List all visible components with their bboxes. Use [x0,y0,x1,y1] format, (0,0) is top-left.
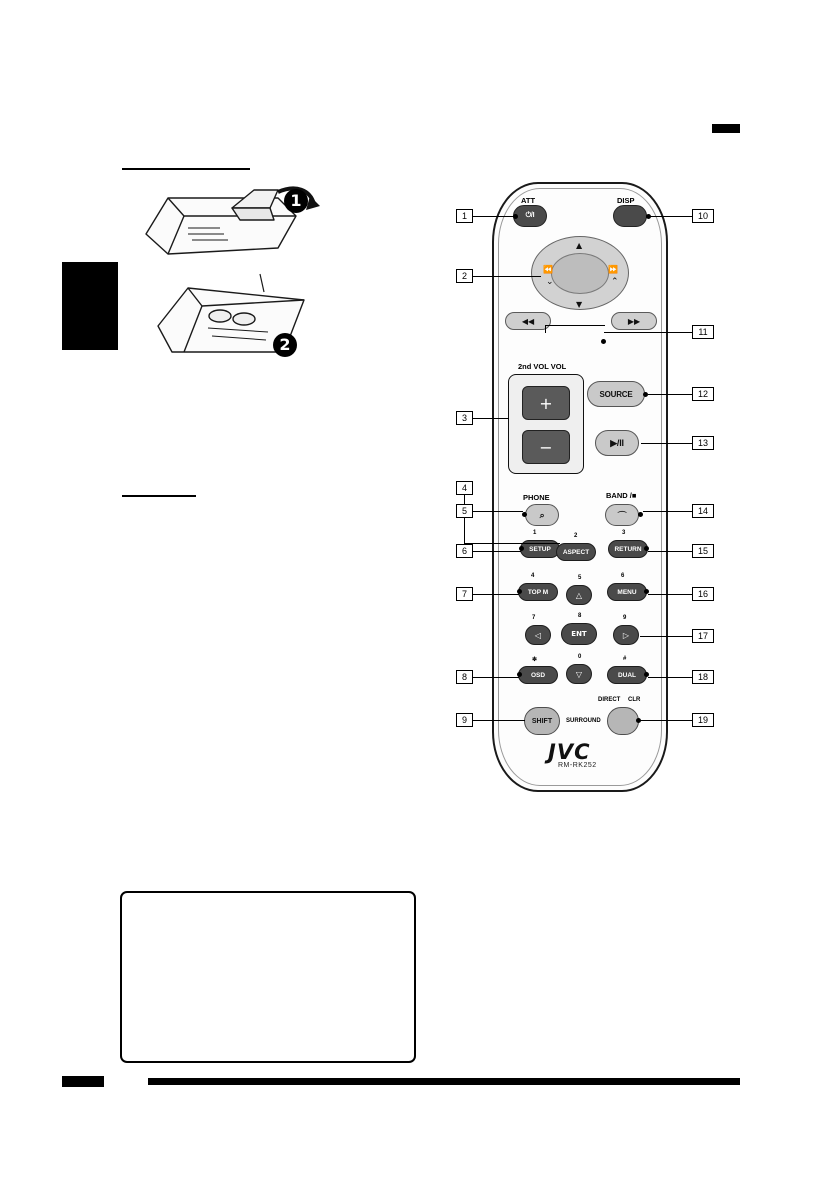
leader-9 [473,720,525,721]
cursor-left-button[interactable]: ◁ [525,625,551,645]
leader-4-vertical [464,495,465,543]
footer-rule [148,1078,740,1085]
leader-11 [604,332,692,333]
callout-16: 16 [692,587,714,601]
top-right-mark [712,124,740,133]
leader-6 [473,551,521,552]
leader-17 [640,636,692,637]
leader-dot-15 [644,546,649,551]
leader-5 [473,511,523,512]
callout-5: 5 [456,504,473,518]
band-button[interactable]: ⌒ [605,504,639,526]
return-button[interactable]: RETURN [608,540,648,558]
leader-dot-19 [636,718,641,723]
power-button[interactable]: ⏻/I [513,205,547,227]
leader-dot-6 [519,546,524,551]
navigation-pad-center[interactable] [551,253,609,294]
leader-13 [641,443,692,444]
setup-button[interactable]: SETUP [520,540,560,558]
callout-3: 3 [456,411,473,425]
pad-up-icon[interactable]: ▲ [576,241,583,250]
leader-10 [648,216,692,217]
leader-11-bridge [545,325,605,326]
model-number: RM-RK252 [558,762,597,769]
leader-dot-16 [644,589,649,594]
aspect-button[interactable]: ASPECT [556,543,596,561]
surround-label: SURROUND [566,718,601,724]
osd-button[interactable]: OSD [518,666,558,684]
menu-number-label: 6 [621,573,625,579]
battery-illustration-svg [128,176,368,376]
pad-volume-up-icon[interactable]: ⌃ [611,277,619,287]
callout-8: 8 [456,670,473,684]
callout-10: 10 [692,209,714,223]
leader-dot-10 [646,214,651,219]
callout-4: 4 [456,481,473,495]
leader-19 [640,720,692,721]
pad-next-icon[interactable]: ⏩ [608,265,618,274]
callout-12: 12 [692,387,714,401]
callout-14: 14 [692,504,714,518]
setup-number-label: 1 [533,530,537,536]
osd-number-label: ✻ [532,657,538,663]
leader-18 [648,677,692,678]
pad-prev-icon[interactable]: ⏪ [543,265,553,274]
volume-down-button[interactable]: − [522,430,570,464]
heading-rule-second [122,495,196,497]
callout-1: 1 [456,209,473,223]
disp-button[interactable] [613,205,647,227]
cursor-up-button[interactable]: △ [566,585,592,605]
source-button[interactable]: SOURCE [587,381,645,407]
surround-button[interactable] [607,707,639,735]
leader-1 [473,216,515,217]
leader-15 [648,551,692,552]
callout-15: 15 [692,544,714,558]
left-number-label: 7 [532,615,536,621]
callout-9: 9 [456,713,473,727]
band-label: BAND /■ [606,491,637,500]
leader-dot-18 [644,672,649,677]
side-index-tab [62,262,118,350]
down-number-label: 0 [578,654,582,660]
battery-illustration [128,176,368,376]
leader-dot-11 [601,339,606,344]
page-number-block [62,1076,104,1087]
dual-button[interactable]: DUAL [607,666,647,684]
volume-up-button[interactable]: + [522,386,570,420]
clr-label: CLR [628,697,641,703]
leader-4 [464,543,560,544]
leader-3 [473,418,509,419]
leader-dot-7 [517,589,522,594]
phone-label: PHONE [523,493,550,502]
dual-number-label: # [623,656,627,662]
cursor-down-button[interactable]: ▽ [566,664,592,684]
up-number-label: 5 [578,575,582,581]
leader-14 [643,511,692,512]
step-2-marker: 2 [273,333,297,357]
note-box [120,891,416,1063]
pad-down-icon[interactable]: ▼ [576,300,583,309]
direct-label: DIRECT [598,697,621,703]
callout-11: 11 [692,325,714,339]
right-number-label: 9 [623,615,627,621]
callout-17: 17 [692,629,714,643]
search-forward-button[interactable]: ▶▶ [611,312,657,330]
brand-logo: JVC [548,740,591,764]
leader-dot-1 [513,214,518,219]
leader-dot-5 [522,512,527,517]
step-1-marker: 1 [284,189,308,213]
aspect-number-label: 2 [574,533,578,539]
callout-19: 19 [692,713,714,727]
volume-group-label: 2nd VOL VOL [518,362,567,371]
disp-label: DISP [617,196,635,205]
phone-button[interactable]: ⌕ [525,504,559,526]
leader-7 [473,594,519,595]
pad-volume-down-icon[interactable]: ⌄ [546,277,554,287]
leader-dot-12 [643,392,648,397]
heading-rule-top [122,168,250,170]
return-number-label: 3 [622,530,626,536]
top-menu-number-label: 4 [531,573,535,579]
cursor-right-button[interactable]: ▷ [613,625,639,645]
enter-button[interactable]: ENT [561,623,597,645]
play-pause-button[interactable]: ▶/II [595,430,639,456]
leader-12 [648,394,692,395]
callout-7: 7 [456,587,473,601]
leader-dot-8 [517,672,522,677]
leader-16 [648,594,692,595]
top-menu-button[interactable]: TOP M [518,583,558,601]
leader-11-tick [545,325,546,333]
att-label: ATT [521,196,536,205]
enter-number-label: 8 [578,613,582,619]
callout-13: 13 [692,436,714,450]
leader-2 [473,276,541,277]
search-reverse-button[interactable]: ◀◀ [505,312,551,330]
callout-6: 6 [456,544,473,558]
shift-button[interactable]: SHIFT [524,707,560,735]
callout-18: 18 [692,670,714,684]
menu-button[interactable]: MENU [607,583,647,601]
leader-dot-14 [638,512,643,517]
callout-2: 2 [456,269,473,283]
leader-8 [473,677,519,678]
